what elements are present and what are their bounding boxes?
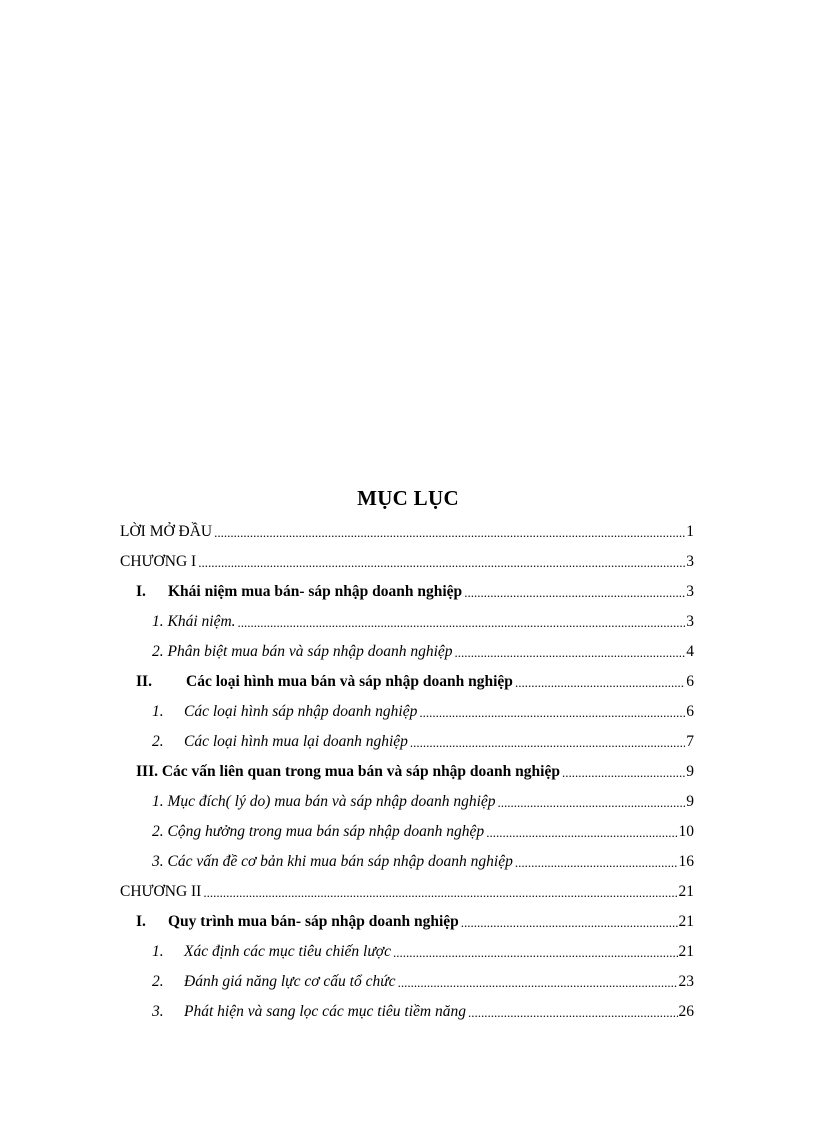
toc-entry-subsection[interactable] [152, 728, 694, 752]
toc-leader-dots [419, 704, 685, 722]
toc-entry-subsection[interactable] [152, 938, 694, 962]
toc-entry-text: 1. Mục đích( lý do) mua bán và sáp nhập doanh nghiệp [152, 793, 496, 810]
toc-entry-text: III. Các vấn liên quan trong mua bán và sáp nhập doanh nghiệp [136, 763, 560, 780]
toc-entry-text: 2. Cộng hưởng trong mua bán sáp nhập doanh nghệp [152, 823, 485, 840]
toc-entry-page: 23 [678, 973, 694, 990]
toc-leader-dots [203, 884, 677, 902]
toc-entry-chapter-1[interactable] [120, 548, 694, 572]
toc-entry-page: 21 [678, 913, 694, 930]
toc-leader-dots [562, 764, 685, 782]
toc-entry-page: 3 [686, 583, 694, 600]
toc-leader-dots [238, 614, 686, 632]
toc-entry-number: 2. [152, 973, 164, 990]
toc-leader-dots [198, 554, 685, 572]
toc-leader-dots [468, 1004, 678, 1022]
toc-entry-text: 3. Các vấn đề cơ bản khi mua bán sáp nhập doanh nghiệp [152, 853, 513, 870]
toc-entry-page: 7 [686, 733, 694, 750]
toc-entry-section-1-2[interactable] [136, 668, 694, 692]
toc-entry-intro[interactable] [120, 518, 694, 542]
toc-entry-text: Xác định các mục tiêu chiến lược [184, 943, 391, 960]
toc-entry-subsection[interactable] [152, 608, 694, 632]
toc-entry-page: 16 [678, 853, 694, 870]
toc-entry-page: 21 [678, 883, 694, 900]
toc-entry-text: Quy trình mua bán- sáp nhập doanh nghiệp [168, 913, 459, 930]
toc-entry-subsection[interactable] [152, 968, 694, 992]
toc-entry-text: CHƯƠNG II [120, 883, 202, 900]
toc-entry-subsection[interactable] [152, 788, 694, 812]
toc-entry-page: 4 [686, 643, 694, 660]
toc-entry-subsection[interactable] [152, 998, 694, 1022]
toc-entry-number: II. [136, 673, 152, 690]
toc-entry-number: I. [136, 913, 146, 930]
toc-entry-text: Các loại hình sáp nhập doanh nghiệp [184, 703, 418, 720]
toc-entry-page: 6 [686, 703, 694, 720]
toc-entry-page: 9 [686, 763, 694, 780]
toc-entry-section-2-1[interactable] [136, 908, 694, 932]
toc-entry-subsection[interactable] [152, 848, 694, 872]
toc-entry-number: 2. [152, 733, 164, 750]
toc-leader-dots [410, 734, 685, 752]
toc-entry-page: 21 [678, 943, 694, 960]
toc-entry-page: 10 [678, 823, 694, 840]
toc-entry-number: I. [136, 583, 146, 600]
toc-entry-section-1-3[interactable] [136, 758, 694, 782]
toc-leader-dots [455, 644, 686, 662]
toc-entry-text: 1. Khái niệm. [152, 613, 236, 630]
toc-entry-number: 1. [152, 703, 164, 720]
toc-leader-dots [486, 824, 677, 842]
toc-leader-dots [214, 524, 685, 542]
toc-leader-dots [515, 854, 678, 872]
toc-entry-page: 6 [686, 673, 694, 690]
toc-leader-dots [515, 674, 685, 692]
toc-entry-chapter-2[interactable] [120, 878, 694, 902]
toc-leader-dots [393, 944, 678, 962]
toc-entry-number: 1. [152, 943, 164, 960]
toc-entry-number: 3. [152, 1003, 164, 1020]
toc-leader-dots [398, 974, 678, 992]
toc-entry-text: Đánh giá năng lực cơ cấu tổ chức [184, 973, 396, 990]
toc-entry-subsection[interactable] [152, 638, 694, 662]
toc-entry-text: Khái niệm mua bán- sáp nhập doanh nghiệp [168, 583, 463, 600]
toc-entry-text: Các loại hình mua lại doanh nghiệp [184, 733, 408, 750]
toc-entry-section-1-1[interactable] [136, 578, 694, 602]
toc-entry-text: Phát hiện và sang lọc các mục tiêu tiềm năng [184, 1003, 466, 1020]
toc-leader-dots [464, 584, 685, 602]
toc-entry-text: LỜI MỞ ĐẦU [120, 523, 213, 540]
toc-entry-text: Các loại hình mua bán và sáp nhập doanh nghiệp [186, 673, 513, 690]
page-title: MỤC LỤC [357, 486, 459, 510]
toc-entry-text: CHƯƠNG I [120, 553, 197, 570]
toc-entry-page: 3 [686, 553, 694, 570]
toc-entry-page: 1 [686, 523, 694, 540]
toc-leader-dots [461, 914, 678, 932]
toc-entry-text: 2. Phân biệt mua bán và sáp nhập doanh nghiệp [152, 643, 453, 660]
toc-leader-dots [498, 794, 686, 812]
toc-entry-subsection[interactable] [152, 698, 694, 722]
toc-entry-page: 26 [678, 1003, 694, 1020]
toc-entry-page: 9 [686, 793, 694, 810]
toc-entry-page: 3 [686, 613, 694, 630]
toc-entry-subsection[interactable] [152, 818, 694, 842]
